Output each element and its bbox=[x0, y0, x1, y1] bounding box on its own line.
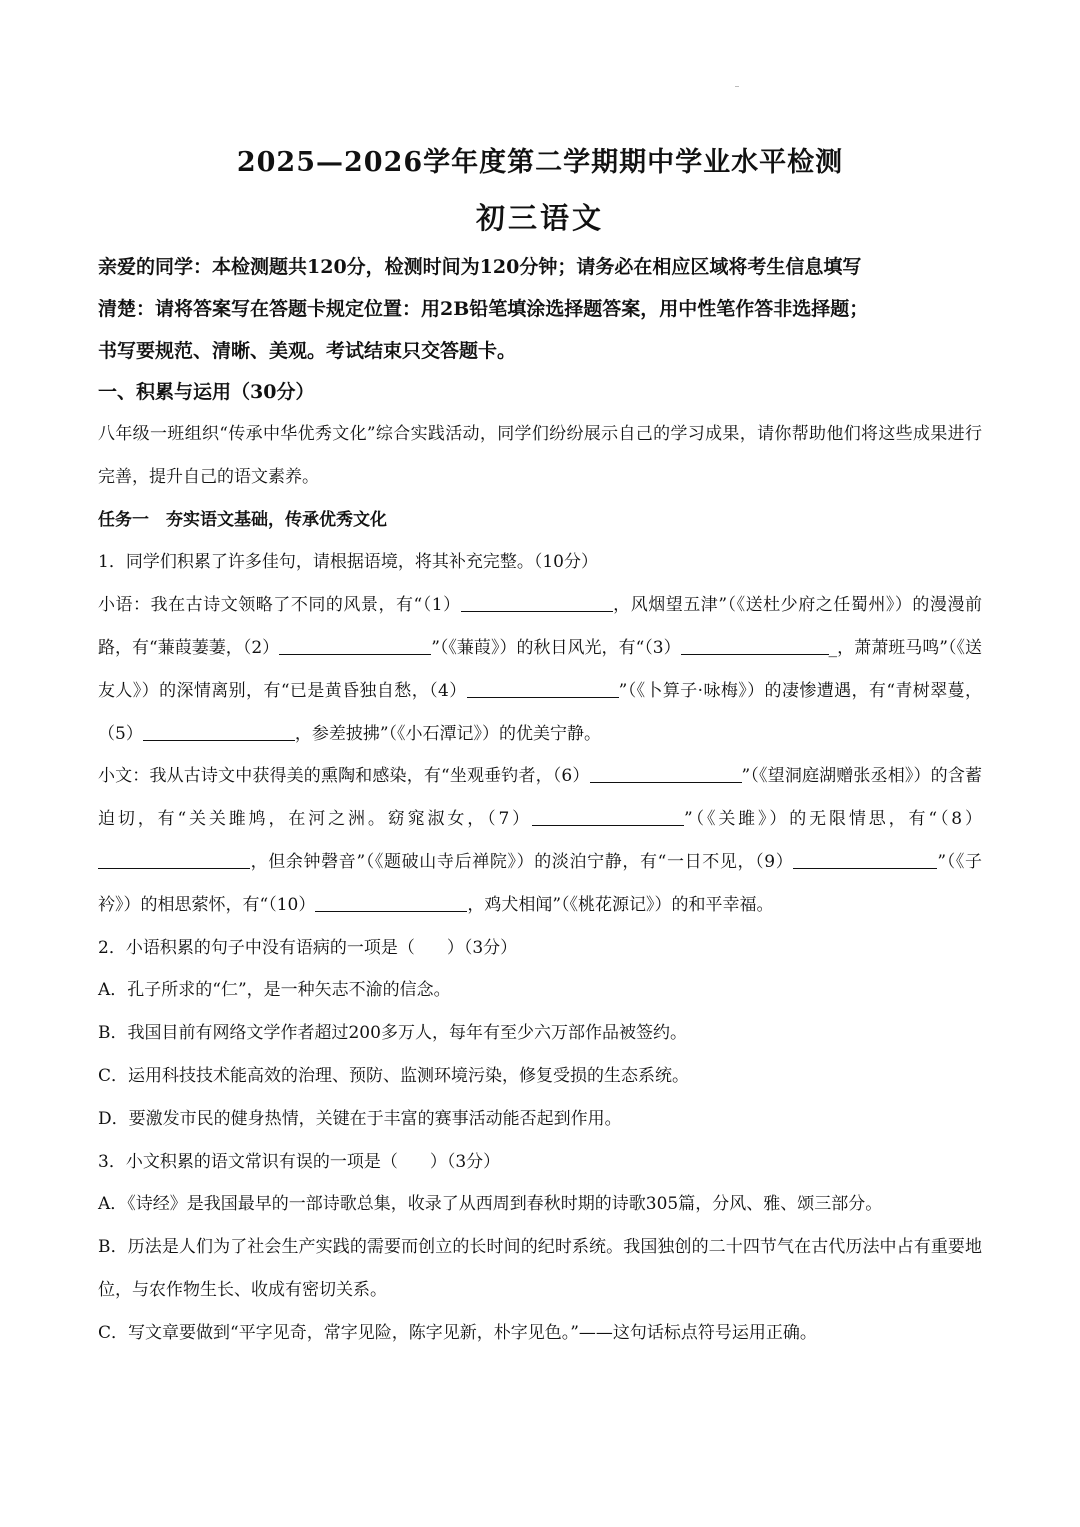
question-3-option-a: A．《诗经》是我国最早的一部诗歌总集，收录了从西周到春秋时期的诗歌305篇，分风、雅、颂三部分。 bbox=[98, 1194, 883, 1215]
answer-blank-9a[interactable] bbox=[793, 851, 829, 869]
task-heading: 任务一 夯实语文基础，传承优秀文化 bbox=[98, 509, 387, 530]
question-1-xiaoyu: 小语：我在古诗文领略了不同的风景，有“（1） ，风烟望五津”（《送杜少府之任蜀州》）的漫漫前路，有“蒹葭萋萋，（2） ”（《蒹葭》）的秋日风光，有“（3） _，萧萧班马鸣”（《送友人》）的深情离别，有“已是黄昏独自愁，（4） ”（《卜算子·咏梅》）的凄惨遭遇，有“青树翠蔓，（5） ，参差披拂”（《小石潭记》）的优美宁静。 bbox=[98, 595, 982, 744]
exam-subject: 初三语文 bbox=[475, 201, 604, 235]
question-3-option-c: C．写文章要做到“平字见奇，常字见险，陈字见新，朴字见色。”——这句话标点符号运用正确。 bbox=[98, 1322, 817, 1343]
intro-line-1: 亲爱的同学：本检测题共120分，检测时间为120分钟；请务必在相应区域将考生信息填写 bbox=[98, 256, 862, 278]
answer-blank-2[interactable] bbox=[279, 637, 431, 655]
question-3-stem: 3．小文积累的语文常识有误的一项是（ ）（3分） bbox=[98, 1151, 501, 1172]
answer-blank-7[interactable] bbox=[532, 808, 684, 826]
section-heading: 一、积累与运用（30分） bbox=[98, 381, 315, 403]
answer-blank-10[interactable] bbox=[315, 894, 467, 912]
answer-blank-6[interactable] bbox=[590, 765, 742, 783]
intro-line-3: 书写要规范、清晰、美观。考试结束只交答题卡。 bbox=[98, 340, 517, 362]
answer-blank-3[interactable] bbox=[681, 637, 829, 655]
section-lead: 八年级一班组织“传承中华优秀文化”综合实践活动，同学们纷纷展示自己的学习成果，请你帮助他们将这些成果进行完善，提升自己的语文素养。 bbox=[98, 424, 982, 487]
question-2-option-c: C．运用科技技术能高效的治理、预防、监测环境污染，修复受损的生态系统。 bbox=[98, 1065, 690, 1086]
section-body bbox=[98, 413, 982, 1355]
question-3-option-b: B．历法是人们为了社会生产实践的需要而创立的长时间的纪时系统。我国独创的二十四节气在古代历法中占有重要地位，与农作物生长、收成有密切关系。 bbox=[98, 1237, 982, 1300]
answer-blank-4[interactable] bbox=[467, 680, 619, 698]
answer-blank-9b[interactable] bbox=[829, 851, 937, 869]
question-1-xiaowen: 小文：我从古诗文中获得美的熏陶和感染，有“坐观垂钓者，（6） ”（《望洞庭湖赠张丞相》）的含蓄迫切，有“关关雎鸠，在河之洲。窈窕淑女，（7） ”（《关雎》）的无限情思，有“（8），但余钟磬音”（《题破山寺后禅院》）的淡泊宁静，有“一日不见，（9） ”（《子衿》）的相思萦怀，有“（10） ，鸡犬相闻”（《桃花源记》）的和平幸福。 bbox=[98, 766, 982, 915]
answer-blank-8[interactable] bbox=[98, 851, 250, 869]
question-1-stem: 1．同学们积累了许多佳句，请根据语境，将其补充完整。（10分） bbox=[98, 552, 598, 573]
question-2-option-d: D．要激发市民的健身热情，关键在于丰富的赛事活动能否起到作用。 bbox=[98, 1108, 622, 1129]
scan-speck bbox=[735, 86, 739, 87]
answer-blank-1[interactable] bbox=[461, 594, 613, 612]
question-2-option-a: A．孔子所求的“仁”，是一种矢志不渝的信念。 bbox=[98, 980, 451, 1001]
intro-line-2: 清楚：请将答案写在答题卡规定位置：用2B铅笔填涂选择题答案，用中性笔作答非选择题； bbox=[98, 298, 869, 320]
question-2-stem: 2．小语积累的句子中没有语病的一项是（ ）（3分） bbox=[98, 937, 518, 958]
answer-blank-5[interactable] bbox=[143, 723, 295, 741]
exam-title: 2025—2026学年度第二学期期中学业水平检测 bbox=[236, 147, 844, 178]
question-2-option-b: B．我国目前有网络文学作者超过200多万人，每年有至少六万部作品被签约。 bbox=[98, 1023, 687, 1044]
